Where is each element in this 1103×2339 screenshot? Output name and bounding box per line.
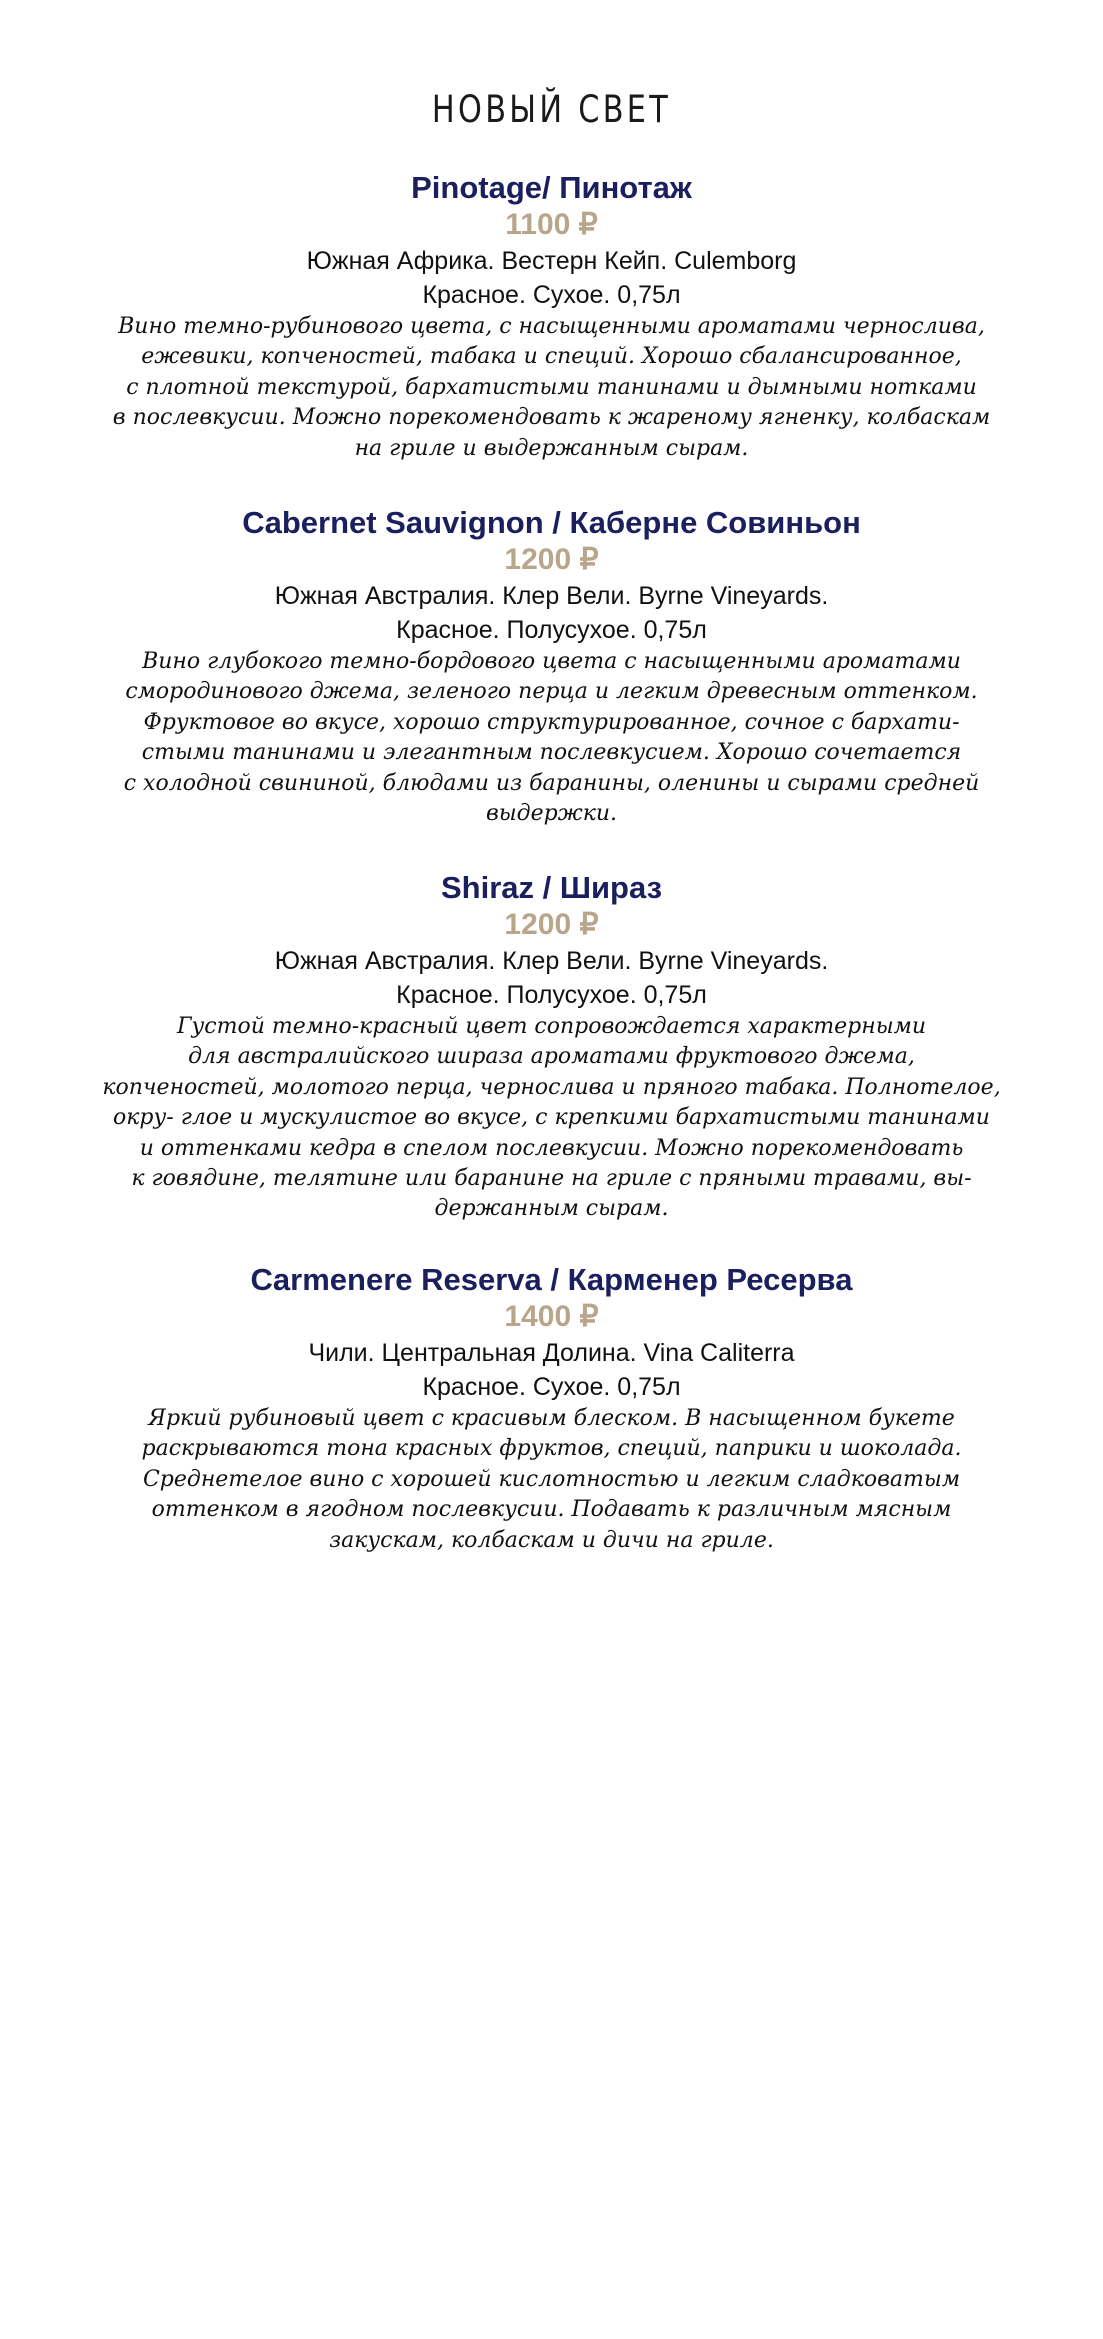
wine-price: 1400 ₽ xyxy=(504,1300,599,1333)
wine-name: Cabernet Sauvignon / Каберне Совиньон xyxy=(242,505,861,540)
wine-price: 1200 ₽ xyxy=(504,543,599,576)
section-title: НОВЫЙ СВЕТ xyxy=(431,88,672,131)
wine-item-carmenere-reserva xyxy=(80,1262,1023,1556)
wine-description: Вино темно-рубинового цвета, с насыщенными ароматами чернослива, ежевики, копченостей, табака и специй. Хорошо сбалансированное, с плотной текстурой, бархатистыми танинами и дымными нотками в послевкусии. Можно порекомендовать к жареному ягненку, колбаскам на гриле и выдержанным сырам. xyxy=(112,314,991,461)
wine-origin: Южная Австралия. Клер Вели. Byrne Vineyards. xyxy=(274,947,829,975)
wine-origin: Южная Австралия. Клер Вели. Byrne Vineyards. xyxy=(274,582,829,610)
wine-name: Pinotage/ Пинотаж xyxy=(411,170,692,205)
wine-description: Вино глубокого темно-бордового цвета с насыщенными ароматами смородинового джема, зеленого перца и легким древесным оттенком. Фруктовое во вкусе, хорошо структурированное, сочное с бархати- стыми танинами и элегантным послевкусием. Хорошо сочетается с холодной свининой, блюдами из баранины, оленины и сырами средней выдержки. xyxy=(123,649,980,827)
wine-price: 1100 ₽ xyxy=(505,208,598,241)
wine-description: Густой темно-красный цвет сопровождается характерными для австралийского шираза ароматами фруктового джема, копченостей, молотого перца, чернослива и пряного табака. Полнотелое, окру- глое и мускулистое во вкусе, с крепкими бархатистыми танинами и оттенками кедра в спелом послевкусии. Можно порекомендовать к говядине, телятине или баранине на гриле с пряными травами, вы- держанным сырам. xyxy=(102,1014,1001,1222)
wine-item-cabernet-sauvignon xyxy=(80,505,1023,829)
wine-origin: Чили. Центральная Долина. Vina Caliterra xyxy=(308,1339,795,1367)
wine-name: Shiraz / Шираз xyxy=(440,870,663,905)
wine-price: 1200 ₽ xyxy=(504,908,599,941)
wine-type: Красное. Полусухое. 0,75л xyxy=(396,981,707,1009)
wine-type: Красное. Сухое. 0,75л xyxy=(422,281,681,309)
wine-description: Яркий рубиновый цвет с красивым блеском. В насыщенном букете раскрываются тона красных фруктов, специй, паприки и шоколада. Среднетелое вино с хорошей кислотностью и легким сладковатым оттенком в ягодном послевкусии. Подавать к различным мясным закускам, колбаскам и дичи на гриле. xyxy=(141,1406,962,1553)
wine-name: Carmenere Reserva / Карменер Ресерва xyxy=(250,1262,853,1297)
wine-item-pinotage xyxy=(80,170,1023,464)
wine-type: Красное. Полусухое. 0,75л xyxy=(396,616,707,644)
wine-type: Красное. Сухое. 0,75л xyxy=(422,1373,681,1401)
wine-origin: Южная Африка. Вестерн Кейп. Culemborg xyxy=(306,247,797,275)
wine-item-shiraz xyxy=(80,870,1023,1225)
